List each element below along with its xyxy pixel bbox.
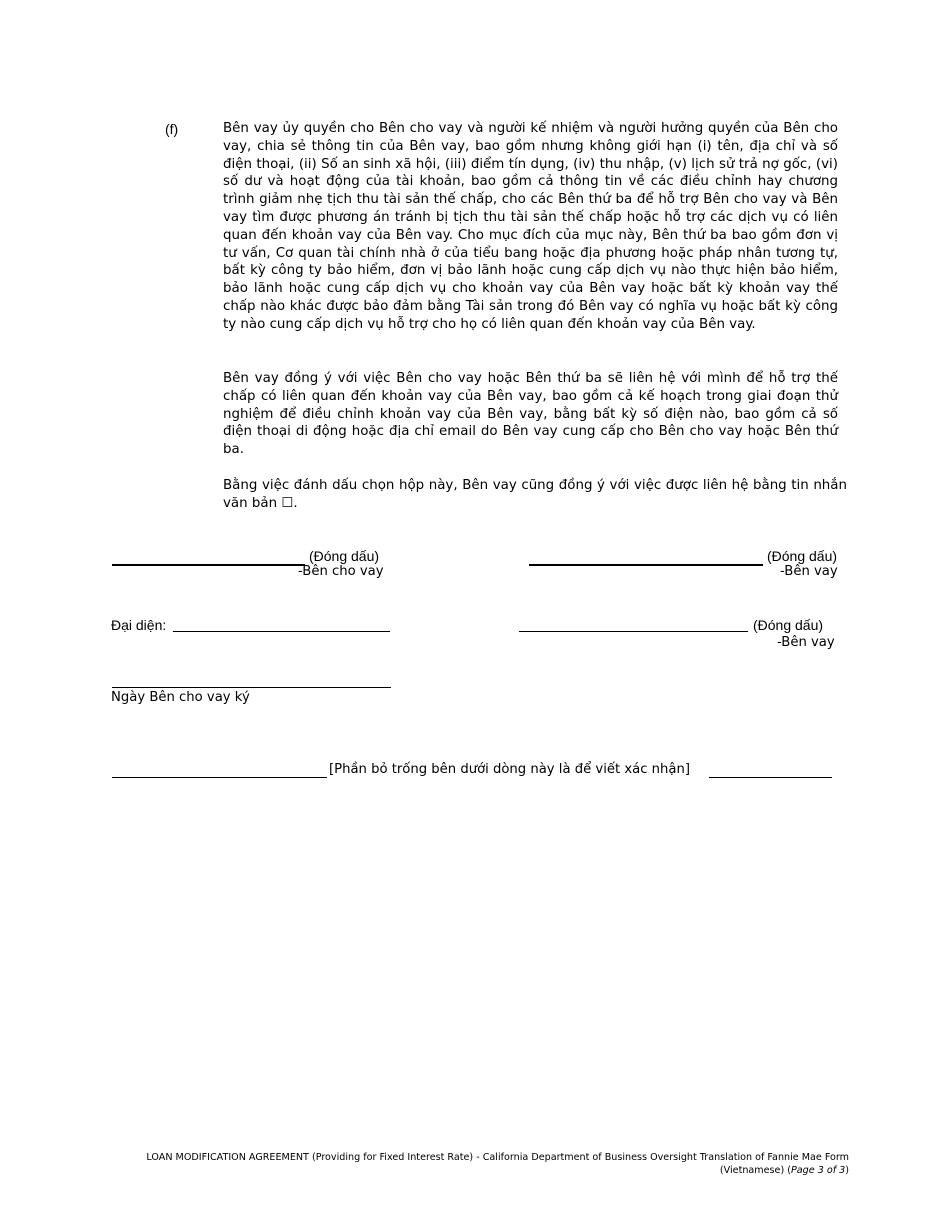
footer-closing-paren: )	[845, 1165, 849, 1176]
section-marker: (f)	[165, 121, 179, 137]
footer-form-title: LOAN MODIFICATION AGREEMENT (Providing for Fixed Interest Rate) - California Department of Business Oversight Translation of Fannie Mae Form	[146, 1152, 849, 1163]
text-consent-paragraph	[223, 477, 847, 513]
lender-sign-date-label: Ngày Bên cho vay ký	[111, 690, 250, 705]
authorization-paragraph: Bên vay ủy quyền cho Bên cho vay và người kế nhiệm và người hưởng quyền của Bên cho vay, chia sẻ thông tin của Bên vay, bao gồm nhưng không giới hạn (i) tên, địa chỉ và số điện thoại, (ii) Số an sinh xã hội, (iii) điểm tín dụng, (iv) thu nhập, (v) lịch sử trả nợ gốc, (vi) số dư và hoạt động của tài khoản, bao gồm cả thông tin về các điều chỉnh hay chương trình giảm nhẹ tịch thu tài sản thế chấp, cho các Bên thứ ba để hỗ trợ Bên cho vay và Bên vay tìm được phương án tránh bị tịch thu tài sản thế chấp hoặc hỗ trợ các dịch vụ có liên quan đến khoản vay của Bên vay. Cho mục đích của mục này, Bên thứ ba bao gồm đơn vị tư vấn, Cơ quan tài chính nhà ở của tiểu bang hoặc địa phương hoặc pháp nhân tương tự, bất kỳ công ty bảo hiểm, đơn vị bảo lãnh hoặc cung cấp dịch vụ nào thực hiện bảo hiểm, bảo lãnh hoặc cung cấp dịch vụ cho khoản vay của Bên vay hoặc bất kỳ khoản vay thế chấp nào khác được bảo đảm bằng Tài sản trong đó Bên vay có nghĩa vụ hoặc bất kỳ công ty nào cung cấp dịch vụ hỗ trợ cho họ có liên quan đến khoản vay của Bên vay.	[223, 121, 838, 332]
lender-seal-label: (Đóng dấu)	[309, 548, 380, 564]
borrower-2-seal-label: (Đóng dấu)	[753, 617, 824, 633]
borrower-1-role-label: -Bên vay	[780, 564, 838, 579]
lender-signature-line[interactable]	[112, 564, 305, 566]
representative-signature-line[interactable]	[173, 631, 390, 632]
acknowledgment-note: [Phần bỏ trống bên dưới dòng này là để viết xác nhận]	[329, 762, 690, 777]
acknowledgment-line-right	[709, 777, 832, 778]
acknowledgment-line-left	[112, 777, 327, 778]
lender-role-label: -Bên cho vay	[298, 564, 384, 579]
text-consent-period: .	[293, 495, 298, 511]
borrower-2-role-label: -Bên vay	[777, 635, 835, 650]
footer-page-info	[720, 1164, 849, 1177]
lender-sign-date-line[interactable]	[112, 687, 391, 688]
representative-label: Đại diện:	[111, 617, 167, 633]
borrower-2-signature-line[interactable]	[519, 631, 748, 632]
footer-page-number: Page 3 of 3	[790, 1165, 846, 1176]
borrower-1-seal-label: (Đóng dấu)	[767, 548, 838, 564]
contact-consent-paragraph: Bên vay đồng ý với việc Bên cho vay hoặc Bên thứ ba sẽ liên hệ với mình để hỗ trợ thế chấp có liên quan đến khoản vay của Bên vay, bao gồm cả kế hoạch trong giai đoạn thử nghiệm để điều chỉnh khoản vay của Bên vay, bằng bất kỳ số điện nào, bao gồm cả số điện thoại di động hoặc địa chỉ email do Bên vay cung cấp cho Bên cho vay hoặc Bên thứ ba.	[223, 371, 838, 458]
borrower-1-signature-line[interactable]	[529, 564, 763, 566]
footer-language: (Vietnamese) (	[719, 1165, 791, 1176]
text-consent-checkbox[interactable]: ☐	[281, 495, 294, 511]
text-consent-text: Bằng việc đánh dấu chọn hộp này, Bên vay cũng đồng ý với việc được liên hệ bằng tin nhắn văn bản	[223, 478, 847, 511]
